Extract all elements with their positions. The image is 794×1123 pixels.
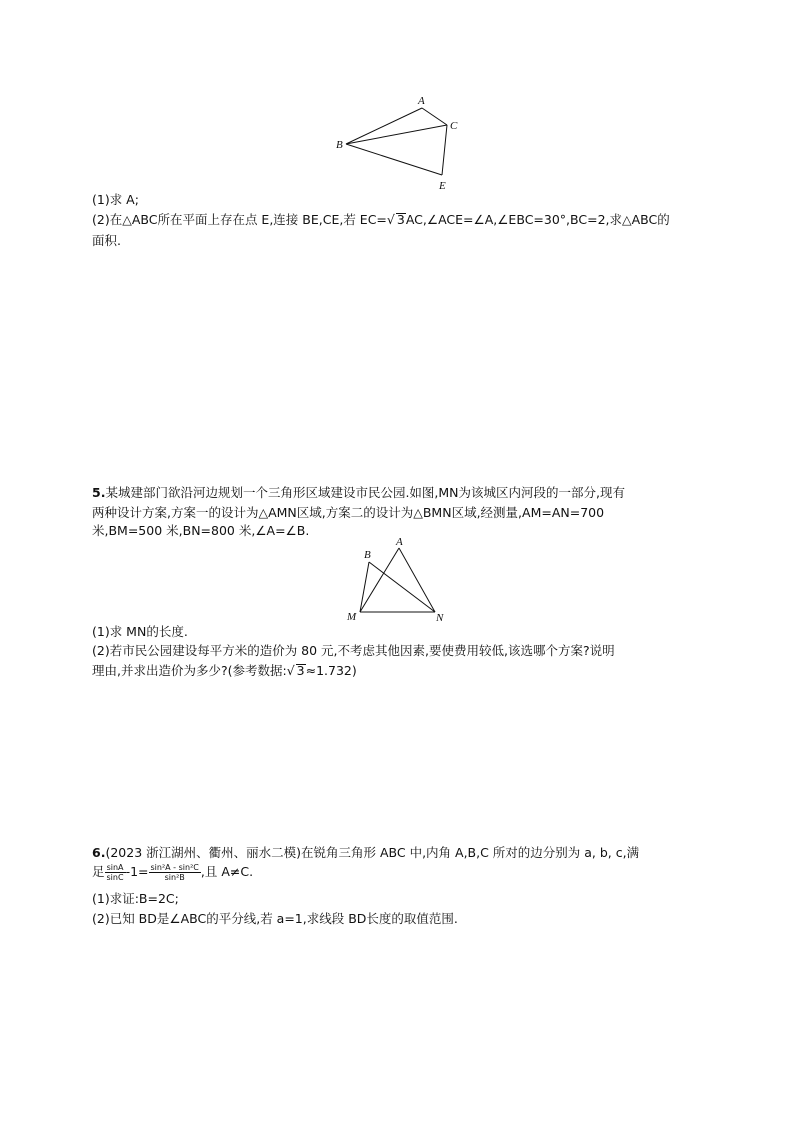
- sqrt-symbol: √: [386, 212, 395, 227]
- q5-part1: (1)求 MN的长度.: [92, 624, 188, 639]
- segment-ba: [346, 108, 422, 144]
- segment-bn: [369, 562, 435, 612]
- label-b: B: [364, 549, 371, 561]
- q5-part2: (2)若市民公园建设每平方米的造价为 80 元,不考虑其他因素,要使费用较低,该选哪个方案?说明: [92, 643, 615, 658]
- q5-line1: 5.某城建部门欲沿河边规划一个三角形区域建设市民公园.如图,MN为该城区内河段的一部分,现有: [92, 485, 626, 500]
- sqrt-symbol: √: [286, 663, 295, 678]
- label-e: E: [439, 180, 446, 192]
- segment-ac: [422, 108, 447, 125]
- q4-part2: (2)在△ABC所在平面上存在点 E,连接 BE,CE,若 EC=√ 3AC,∠ACE=∠A,∠EBC=30°,BC=2,求△ABC的: [92, 212, 670, 227]
- q5-line2: 两种设计方案,方案一的设计为△AMN区域,方案二的设计为△BMN区域,经测量,AM=AN=700: [92, 505, 605, 520]
- figure-triangles-amn-bmn: [340, 536, 460, 626]
- sqrt-3: 3: [296, 663, 305, 678]
- segment-be: [346, 144, 442, 175]
- q6-part1: (1)求证:B=2C;: [92, 891, 179, 906]
- label-n: N: [436, 612, 444, 624]
- sqrt-3: 3: [396, 212, 405, 227]
- fraction-sin-squared: $\frac{\text{sin²A - sin²C}}{\text{sin²B}}$: [150, 863, 199, 882]
- label-a: A: [396, 536, 403, 548]
- question-number: 6.: [92, 845, 106, 860]
- segment-bc: [346, 125, 447, 144]
- label-m: M: [347, 611, 357, 623]
- segment-an: [399, 548, 435, 612]
- q5-part2-cont: 理由,并求出造价为多少?(参考数据:√ 3≈1.732): [92, 663, 357, 678]
- label-a: A: [418, 95, 425, 107]
- q6-line2: 足 $\frac{\sin A}{\sin C}$ -1= $\frac{\text{sin²A - sin²C}}{\text{sin²B}}$ ,且 A≠C.: [92, 863, 254, 882]
- q6-line1: 6.(2023 浙江湖州、衢州、丽水二模)在锐角三角形 ABC 中,内角 A,B,C 所对的边分别为 a, b, c,满: [92, 845, 640, 860]
- q4-part2-cont: 面积.: [92, 233, 121, 248]
- label-c: C: [450, 120, 458, 132]
- figure-triangle-abc-e: [330, 90, 470, 195]
- q6-part2: (2)已知 BD是∠ABC的平分线,若 a=1,求线段 BD长度的取值范围.: [92, 911, 458, 926]
- label-b: B: [336, 139, 343, 151]
- fraction-sina-sinc: $\frac{\sin A}{\sin C}$: [106, 863, 124, 882]
- question-number: 5.: [92, 485, 106, 500]
- segment-ce: [442, 125, 447, 175]
- q4-part1: (1)求 A;: [92, 192, 139, 207]
- q5-line3: 米,BM=500 米,BN=800 米,∠A=∠B.: [92, 523, 310, 538]
